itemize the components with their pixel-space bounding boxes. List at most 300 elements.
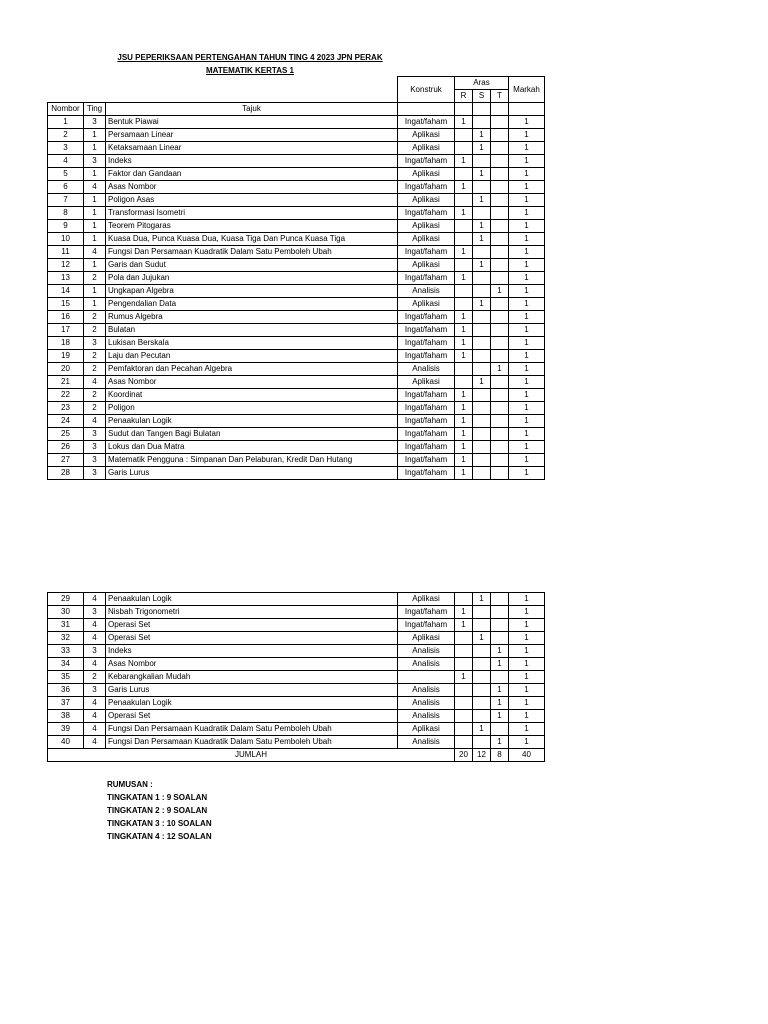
cell-konstruk: Ingat/faham	[398, 454, 455, 467]
header-s: S	[473, 90, 491, 103]
jsu-table-part2	[47, 592, 545, 762]
cell-s	[473, 311, 491, 324]
cell-tajuk: Indeks	[106, 645, 398, 658]
table-row	[48, 467, 545, 480]
cell-ting: 2	[84, 272, 106, 285]
table-row	[48, 168, 545, 181]
cell-ting: 3	[84, 467, 106, 480]
cell-r: 1	[455, 207, 473, 220]
cell-t	[491, 129, 509, 142]
cell-r: 1	[455, 441, 473, 454]
summary-notes	[107, 778, 212, 843]
cell-nombor: 12	[48, 259, 84, 272]
cell-ting: 3	[84, 337, 106, 350]
header-nombor: Nombor	[48, 103, 84, 116]
table-row	[48, 389, 545, 402]
table-row	[48, 233, 545, 246]
cell-nombor: 18	[48, 337, 84, 350]
cell-markah: 1	[509, 246, 545, 259]
cell-r: 1	[455, 467, 473, 480]
cell-konstruk: Aplikasi	[398, 220, 455, 233]
header-spacer	[48, 77, 398, 90]
cell-markah: 1	[509, 619, 545, 632]
cell-nombor: 14	[48, 285, 84, 298]
cell-r	[455, 194, 473, 207]
notes-tingkatan-1: TINGKATAN 1 : 9 SOALAN	[107, 793, 208, 802]
cell-s: 1	[473, 376, 491, 389]
cell-nombor: 8	[48, 207, 84, 220]
cell-r: 1	[455, 402, 473, 415]
cell-nombor: 28	[48, 467, 84, 480]
cell-nombor: 32	[48, 632, 84, 645]
cell-t: 1	[491, 697, 509, 710]
cell-markah: 1	[509, 233, 545, 246]
cell-markah: 1	[509, 376, 545, 389]
cell-s: 1	[473, 194, 491, 207]
cell-t	[491, 350, 509, 363]
cell-konstruk: Ingat/faham	[398, 389, 455, 402]
cell-tajuk: Teorem Pitogaras	[106, 220, 398, 233]
cell-konstruk: Ingat/faham	[398, 246, 455, 259]
cell-konstruk: Ingat/faham	[398, 350, 455, 363]
cell-r: 1	[455, 619, 473, 632]
cell-t	[491, 632, 509, 645]
cell-t	[491, 619, 509, 632]
cell-r: 1	[455, 337, 473, 350]
cell-t	[491, 723, 509, 736]
table-row	[48, 428, 545, 441]
cell-s	[473, 606, 491, 619]
header-konstruk: Konstruk	[398, 77, 455, 103]
table2-body	[48, 593, 545, 749]
total-markah: 40	[509, 749, 545, 762]
cell-tajuk: Transformasi Isometri	[106, 207, 398, 220]
cell-nombor: 25	[48, 428, 84, 441]
cell-ting: 4	[84, 632, 106, 645]
cell-r: 1	[455, 116, 473, 129]
cell-ting: 1	[84, 298, 106, 311]
cell-t	[491, 181, 509, 194]
cell-ting: 4	[84, 246, 106, 259]
cell-r: 1	[455, 671, 473, 684]
cell-r: 1	[455, 606, 473, 619]
cell-r	[455, 298, 473, 311]
cell-r	[455, 697, 473, 710]
cell-konstruk: Analisis	[398, 285, 455, 298]
table-row	[48, 645, 545, 658]
cell-tajuk: Pemfaktoran dan Pecahan Algebra	[106, 363, 398, 376]
cell-tajuk: Lukisan Berskala	[106, 337, 398, 350]
cell-t: 1	[491, 285, 509, 298]
cell-tajuk: Poligon Asas	[106, 194, 398, 207]
cell-tajuk: Asas Nombor	[106, 658, 398, 671]
total-r: 20	[455, 749, 473, 762]
table-row	[48, 311, 545, 324]
cell-konstruk: Ingat/faham	[398, 415, 455, 428]
cell-ting: 2	[84, 350, 106, 363]
cell-s	[473, 363, 491, 376]
cell-ting: 3	[84, 645, 106, 658]
cell-t: 1	[491, 658, 509, 671]
table-row	[48, 337, 545, 350]
cell-ting: 4	[84, 376, 106, 389]
cell-tajuk: Pola dan Jujukan	[106, 272, 398, 285]
header-aras: Aras	[455, 77, 509, 90]
cell-markah: 1	[509, 467, 545, 480]
header-row-aras	[48, 77, 545, 90]
cell-konstruk: Analisis	[398, 363, 455, 376]
cell-s	[473, 402, 491, 415]
cell-s: 1	[473, 593, 491, 606]
cell-nombor: 21	[48, 376, 84, 389]
cell-markah: 1	[509, 645, 545, 658]
cell-tajuk: Persamaan Linear	[106, 129, 398, 142]
cell-tajuk: Garis dan Sudut	[106, 259, 398, 272]
cell-ting: 4	[84, 619, 106, 632]
cell-ting: 1	[84, 129, 106, 142]
table-row	[48, 593, 545, 606]
cell-markah: 1	[509, 324, 545, 337]
total-t: 8	[491, 749, 509, 762]
cell-s	[473, 389, 491, 402]
cell-ting: 4	[84, 658, 106, 671]
table-row	[48, 402, 545, 415]
cell-tajuk: Operasi Set	[106, 710, 398, 723]
cell-t	[491, 389, 509, 402]
cell-markah: 1	[509, 207, 545, 220]
cell-s	[473, 116, 491, 129]
cell-t	[491, 220, 509, 233]
cell-konstruk: Aplikasi	[398, 194, 455, 207]
cell-nombor: 19	[48, 350, 84, 363]
table-row	[48, 246, 545, 259]
cell-ting: 4	[84, 723, 106, 736]
jsu-table-part1	[47, 76, 545, 480]
cell-tajuk: Matematik Pengguna : Simpanan Dan Pelaburan, Kredit Dan Hutang	[106, 454, 398, 467]
header-blank-s	[473, 103, 491, 116]
cell-s: 1	[473, 129, 491, 142]
cell-konstruk: Ingat/faham	[398, 337, 455, 350]
header-blank-konstruk	[398, 103, 455, 116]
cell-t: 1	[491, 363, 509, 376]
cell-r	[455, 285, 473, 298]
cell-nombor: 3	[48, 142, 84, 155]
total-s: 12	[473, 749, 491, 762]
cell-konstruk: Ingat/faham	[398, 428, 455, 441]
cell-s	[473, 671, 491, 684]
cell-ting: 4	[84, 710, 106, 723]
cell-s	[473, 467, 491, 480]
cell-r: 1	[455, 324, 473, 337]
cell-tajuk: Nisbah Trigonometri	[106, 606, 398, 619]
cell-tajuk: Faktor dan Gandaan	[106, 168, 398, 181]
cell-konstruk: Analisis	[398, 645, 455, 658]
cell-ting: 4	[84, 736, 106, 749]
cell-nombor: 23	[48, 402, 84, 415]
cell-r	[455, 363, 473, 376]
cell-s: 1	[473, 723, 491, 736]
cell-s	[473, 246, 491, 259]
cell-ting: 4	[84, 181, 106, 194]
cell-konstruk: Aplikasi	[398, 593, 455, 606]
cell-nombor: 9	[48, 220, 84, 233]
cell-tajuk: Pengendalian Data	[106, 298, 398, 311]
cell-r	[455, 233, 473, 246]
cell-t	[491, 259, 509, 272]
cell-s: 1	[473, 632, 491, 645]
header-row-rst	[48, 90, 545, 103]
cell-markah: 1	[509, 710, 545, 723]
notes-heading: RUMUSAN :	[107, 780, 153, 789]
header-ting: Ting	[84, 103, 106, 116]
cell-tajuk: Fungsi Dan Persamaan Kuadratik Dalam Satu Pemboleh Ubah	[106, 246, 398, 259]
table-row	[48, 220, 545, 233]
cell-tajuk: Kuasa Dua, Punca Kuasa Dua, Kuasa Tiga Dan Punca Kuasa Tiga	[106, 233, 398, 246]
cell-tajuk: Koordinat	[106, 389, 398, 402]
cell-ting: 4	[84, 697, 106, 710]
cell-r: 1	[455, 155, 473, 168]
cell-s	[473, 285, 491, 298]
cell-konstruk: Analisis	[398, 697, 455, 710]
cell-r	[455, 259, 473, 272]
cell-konstruk: Aplikasi	[398, 129, 455, 142]
document-title: JSU PEPERIKSAAN PERTENGAHAN TAHUN TING 4 2023 JPN PERAK	[117, 53, 383, 62]
cell-markah: 1	[509, 606, 545, 619]
cell-nombor: 20	[48, 363, 84, 376]
cell-markah: 1	[509, 181, 545, 194]
table-row	[48, 259, 545, 272]
cell-ting: 2	[84, 311, 106, 324]
cell-markah: 1	[509, 389, 545, 402]
cell-nombor: 40	[48, 736, 84, 749]
cell-ting: 2	[84, 389, 106, 402]
cell-nombor: 27	[48, 454, 84, 467]
cell-s	[473, 619, 491, 632]
cell-konstruk: Ingat/faham	[398, 272, 455, 285]
table-row	[48, 454, 545, 467]
cell-nombor: 16	[48, 311, 84, 324]
cell-konstruk	[398, 671, 455, 684]
cell-r: 1	[455, 454, 473, 467]
cell-tajuk: Fungsi Dan Persamaan Kuadratik Dalam Satu Pemboleh Ubah	[106, 723, 398, 736]
cell-t	[491, 142, 509, 155]
header-spacer-2	[48, 90, 398, 103]
cell-nombor: 4	[48, 155, 84, 168]
cell-tajuk: Operasi Set	[106, 632, 398, 645]
cell-markah: 1	[509, 285, 545, 298]
cell-konstruk: Ingat/faham	[398, 441, 455, 454]
cell-markah: 1	[509, 220, 545, 233]
cell-markah: 1	[509, 194, 545, 207]
table-row	[48, 181, 545, 194]
cell-markah: 1	[509, 441, 545, 454]
cell-s	[473, 324, 491, 337]
cell-s: 1	[473, 259, 491, 272]
cell-nombor: 37	[48, 697, 84, 710]
cell-konstruk: Ingat/faham	[398, 155, 455, 168]
cell-s	[473, 454, 491, 467]
cell-t: 1	[491, 710, 509, 723]
cell-markah: 1	[509, 350, 545, 363]
header-r: R	[455, 90, 473, 103]
cell-nombor: 6	[48, 181, 84, 194]
cell-t	[491, 402, 509, 415]
cell-t	[491, 155, 509, 168]
cell-t	[491, 233, 509, 246]
cell-markah: 1	[509, 363, 545, 376]
cell-t	[491, 337, 509, 350]
cell-s	[473, 350, 491, 363]
cell-r: 1	[455, 428, 473, 441]
cell-konstruk: Ingat/faham	[398, 311, 455, 324]
cell-t	[491, 246, 509, 259]
table-row	[48, 736, 545, 749]
cell-s	[473, 736, 491, 749]
cell-nombor: 30	[48, 606, 84, 619]
table-row	[48, 632, 545, 645]
cell-tajuk: Ungkapan Algebra	[106, 285, 398, 298]
cell-markah: 1	[509, 671, 545, 684]
cell-tajuk: Bulatan	[106, 324, 398, 337]
cell-t	[491, 671, 509, 684]
cell-t	[491, 415, 509, 428]
cell-nombor: 35	[48, 671, 84, 684]
cell-tajuk: Indeks	[106, 155, 398, 168]
cell-nombor: 1	[48, 116, 84, 129]
table-row	[48, 285, 545, 298]
cell-r: 1	[455, 311, 473, 324]
cell-ting: 1	[84, 233, 106, 246]
cell-s	[473, 441, 491, 454]
cell-ting: 1	[84, 285, 106, 298]
notes-tingkatan-4: TINGKATAN 4 : 12 SOALAN	[107, 832, 212, 841]
cell-konstruk: Analisis	[398, 658, 455, 671]
table-row	[48, 272, 545, 285]
cell-nombor: 36	[48, 684, 84, 697]
cell-markah: 1	[509, 593, 545, 606]
cell-konstruk: Aplikasi	[398, 142, 455, 155]
cell-tajuk: Asas Nombor	[106, 376, 398, 389]
cell-ting: 3	[84, 441, 106, 454]
table-row	[48, 298, 545, 311]
cell-r	[455, 142, 473, 155]
cell-nombor: 2	[48, 129, 84, 142]
cell-r	[455, 723, 473, 736]
table-row	[48, 684, 545, 697]
cell-ting: 4	[84, 415, 106, 428]
cell-s	[473, 428, 491, 441]
cell-s: 1	[473, 298, 491, 311]
cell-tajuk: Laju dan Pecutan	[106, 350, 398, 363]
header-t: T	[491, 90, 509, 103]
table-row	[48, 129, 545, 142]
table-row	[48, 619, 545, 632]
table-row	[48, 155, 545, 168]
cell-markah: 1	[509, 454, 545, 467]
cell-tajuk: Lokus dan Dua Matra	[106, 441, 398, 454]
cell-ting: 1	[84, 220, 106, 233]
cell-tajuk: Sudut dan Tangen Bagi Bulatan	[106, 428, 398, 441]
cell-ting: 1	[84, 142, 106, 155]
cell-s	[473, 181, 491, 194]
cell-konstruk: Aplikasi	[398, 632, 455, 645]
cell-nombor: 11	[48, 246, 84, 259]
cell-r: 1	[455, 350, 473, 363]
cell-tajuk: Rumus Algebra	[106, 311, 398, 324]
cell-nombor: 24	[48, 415, 84, 428]
totals-label: JUMLAH	[48, 749, 455, 762]
header-tajuk: Tajuk	[106, 103, 398, 116]
cell-r	[455, 376, 473, 389]
cell-nombor: 10	[48, 233, 84, 246]
cell-markah: 1	[509, 142, 545, 155]
cell-s	[473, 710, 491, 723]
cell-ting: 2	[84, 671, 106, 684]
cell-ting: 2	[84, 402, 106, 415]
cell-konstruk: Ingat/faham	[398, 181, 455, 194]
table1-body	[48, 77, 545, 480]
cell-ting: 4	[84, 593, 106, 606]
cell-konstruk: Aplikasi	[398, 376, 455, 389]
cell-s	[473, 207, 491, 220]
header-row-main	[48, 103, 545, 116]
cell-nombor: 15	[48, 298, 84, 311]
cell-konstruk: Aplikasi	[398, 298, 455, 311]
cell-markah: 1	[509, 658, 545, 671]
cell-ting: 3	[84, 454, 106, 467]
cell-konstruk: Analisis	[398, 736, 455, 749]
cell-s: 1	[473, 142, 491, 155]
cell-markah: 1	[509, 632, 545, 645]
cell-t: 1	[491, 684, 509, 697]
cell-ting: 1	[84, 168, 106, 181]
cell-t	[491, 324, 509, 337]
cell-markah: 1	[509, 415, 545, 428]
cell-s	[473, 337, 491, 350]
cell-konstruk: Aplikasi	[398, 723, 455, 736]
cell-nombor: 5	[48, 168, 84, 181]
cell-r	[455, 129, 473, 142]
cell-tajuk: Bentuk Piawai	[106, 116, 398, 129]
cell-t	[491, 606, 509, 619]
table-row	[48, 207, 545, 220]
cell-t	[491, 441, 509, 454]
cell-t	[491, 593, 509, 606]
cell-konstruk: Ingat/faham	[398, 619, 455, 632]
cell-t	[491, 311, 509, 324]
cell-t	[491, 194, 509, 207]
cell-tajuk: Ketaksamaan Linear	[106, 142, 398, 155]
cell-markah: 1	[509, 168, 545, 181]
cell-tajuk: Asas Nombor	[106, 181, 398, 194]
cell-t	[491, 467, 509, 480]
cell-konstruk: Aplikasi	[398, 259, 455, 272]
cell-nombor: 33	[48, 645, 84, 658]
cell-r: 1	[455, 181, 473, 194]
cell-s: 1	[473, 168, 491, 181]
table-row	[48, 376, 545, 389]
cell-tajuk: Penaakulan Logik	[106, 415, 398, 428]
cell-r	[455, 710, 473, 723]
cell-nombor: 22	[48, 389, 84, 402]
cell-s	[473, 697, 491, 710]
cell-r: 1	[455, 415, 473, 428]
cell-s	[473, 415, 491, 428]
cell-konstruk: Ingat/faham	[398, 324, 455, 337]
cell-t	[491, 272, 509, 285]
table-row	[48, 142, 545, 155]
cell-r	[455, 220, 473, 233]
